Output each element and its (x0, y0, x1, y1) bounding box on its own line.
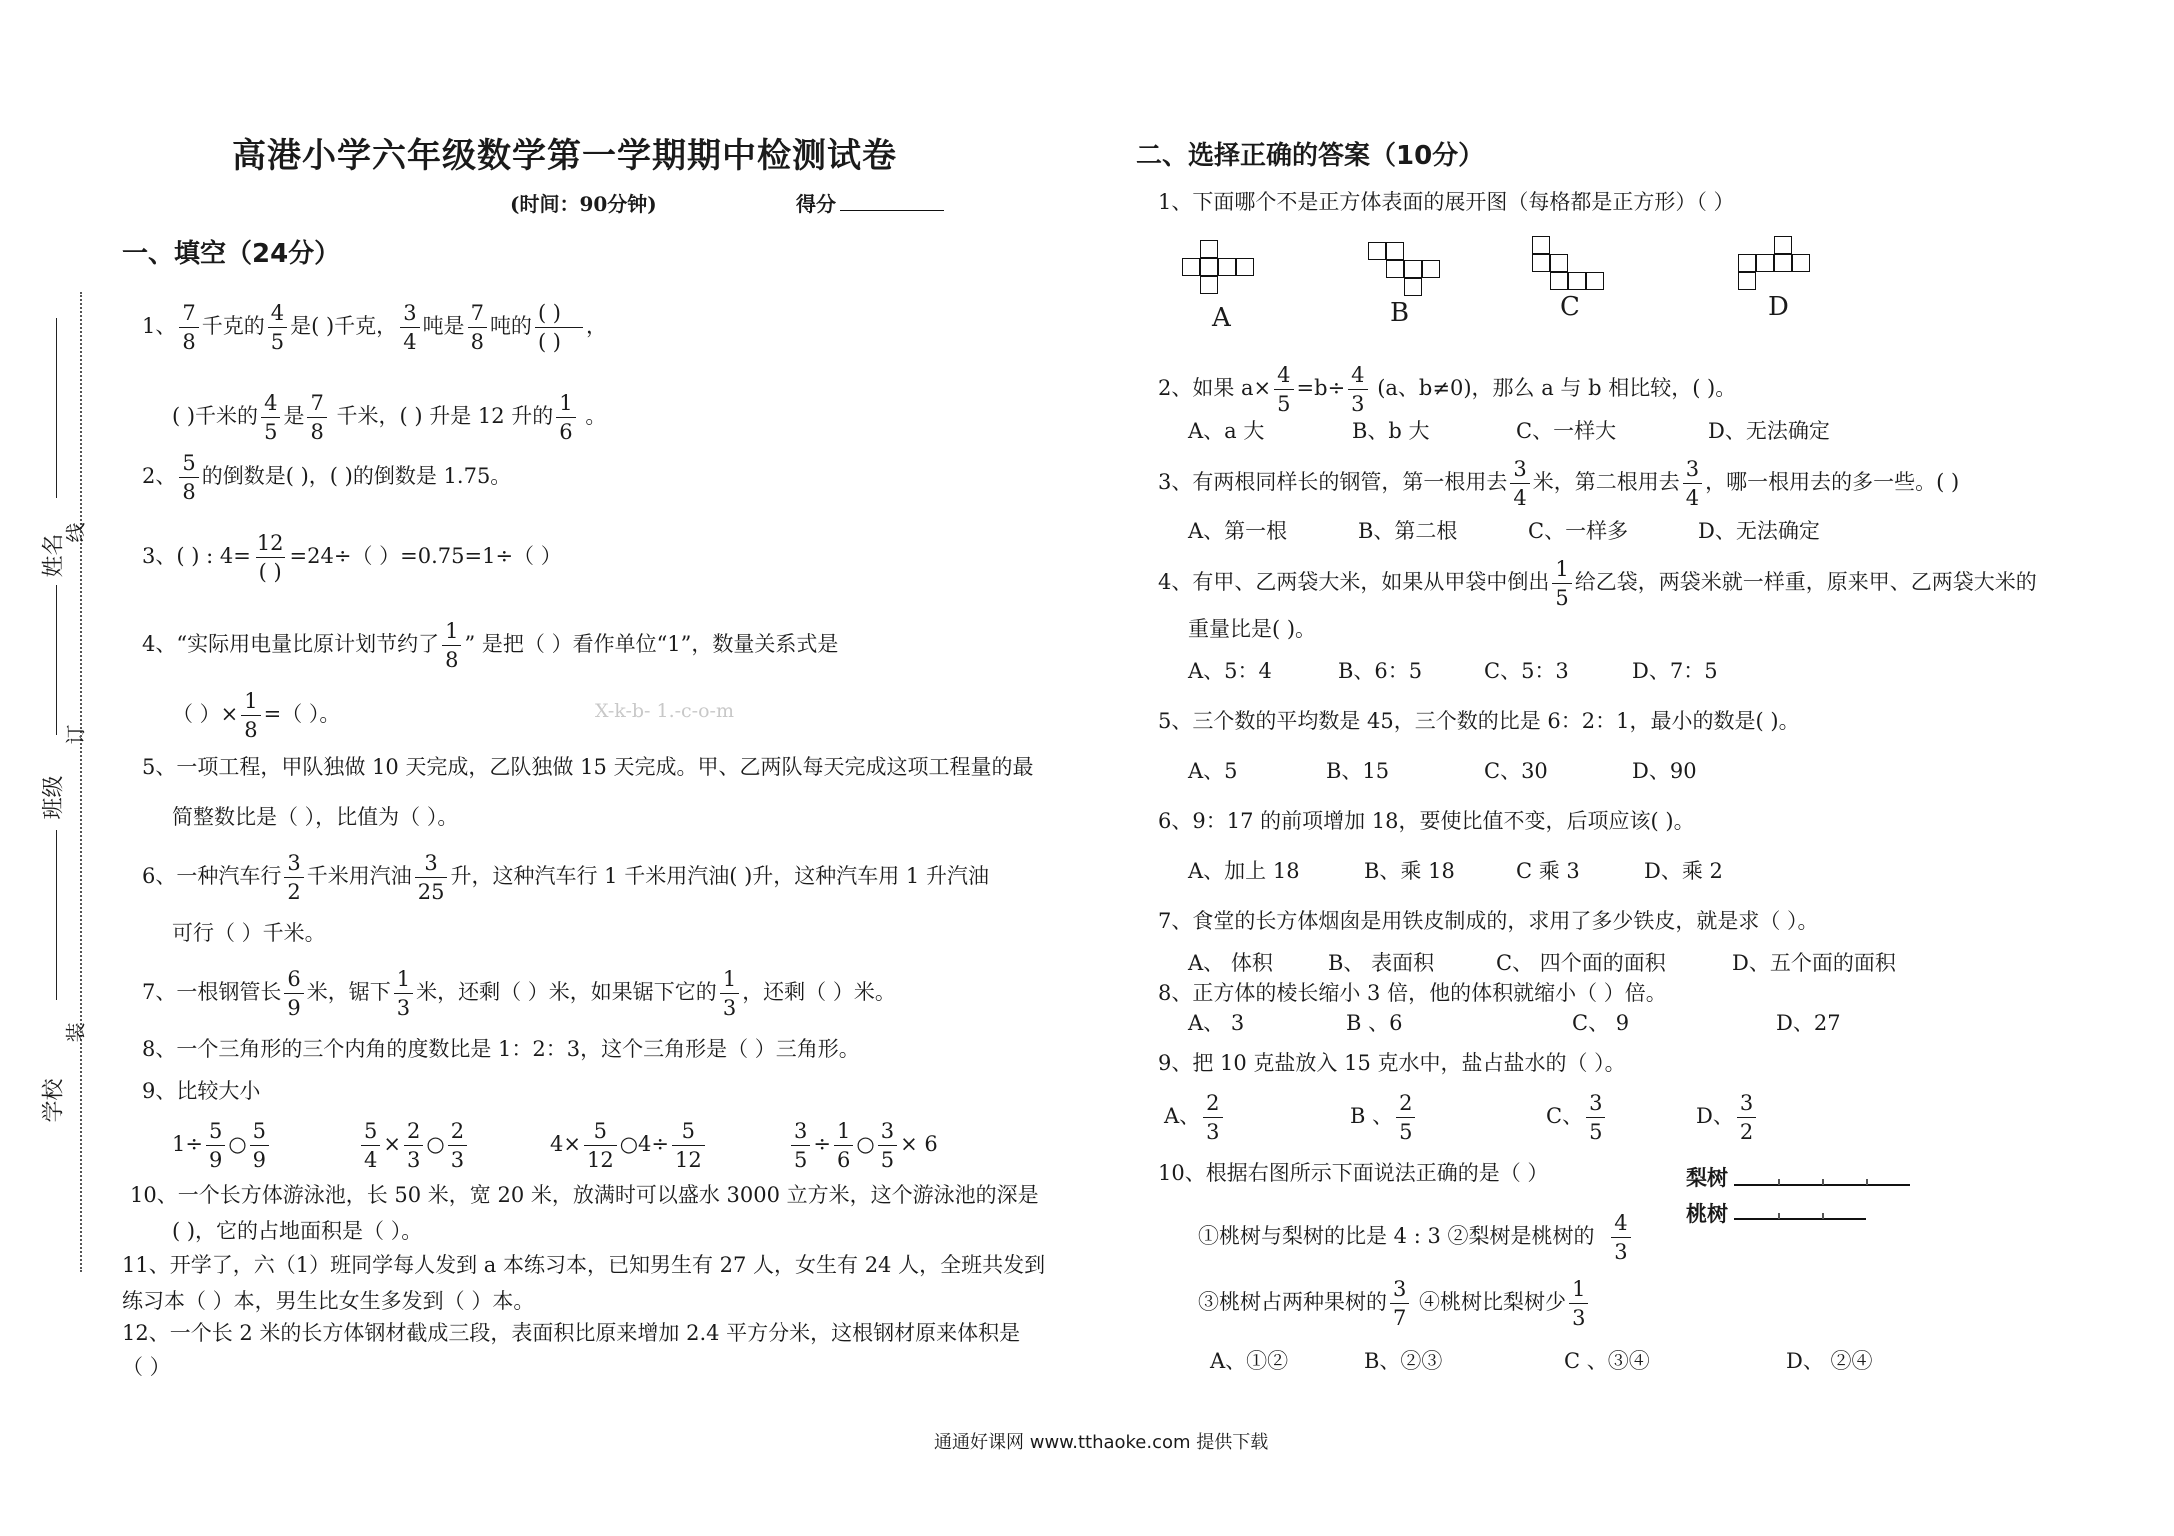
s1-q4-line2: （ ）× $\frac{1}{8}$ =（ ）。 (172, 689, 341, 742)
s2-q7-opt-b: B、 表面积 (1328, 951, 1435, 975)
side-zhuang-char: 装 (63, 1022, 88, 1043)
section1-heading: 一、填空（24分） (122, 239, 341, 269)
s1-q1-line2: ( )千米的 $\frac{4}{5}$ 是 $\frac{7}{8}$ 千米，( ) 升是 12 升的 $\frac{1}{6}$ 。 (172, 391, 607, 444)
s1-q1-line1: 1、 $\frac{7}{8}$ 千克的 $\frac{4}{5}$ 是( )千克， $\frac{3}{4}$ 吨是 $\frac{7}{8}$ 吨的 $\frac{( )}{( )}$ ， (142, 301, 607, 354)
s1-q9-compare-3: 4× $\frac{5}{12}$ ○4÷ $\frac{5}{12}$ (550, 1118, 708, 1173)
pear-tree-label: 梨树 (1686, 1165, 1728, 1190)
cube-net-d-icon (1738, 236, 1810, 292)
s1-q9-compare-2: $\frac{5}{4}$ × $\frac{2}{3}$ ○ $\frac{2}{3}$ (358, 1118, 470, 1173)
s2-q2-opt-a: A、a 大 (1188, 419, 1265, 443)
class-blank (56, 585, 57, 735)
s2-q3-opt-c: C、一样多 (1528, 519, 1629, 543)
s2-q6-opt-c: C 乘 3 (1516, 859, 1580, 883)
net-label-a: A (1212, 303, 1231, 333)
s2-q4-opt-a: A、5：4 (1188, 659, 1272, 683)
s1-q5-line2: 简整数比是（ ），比值为（ ）。 (172, 805, 459, 829)
s1-q10-line1: 10、一个长方体游泳池，长 50 米，宽 20 米，放满时可以盛水 3000 立方米，这个游泳池的深是 (130, 1183, 1039, 1207)
s2-q7: 7、食堂的长方体烟囱是用铁皮制成的，求用了多少铁皮，就是求（ ）。 (1158, 909, 1819, 933)
s1-q12-line2: （ ） (122, 1355, 171, 1379)
s1-q7: 7、一根钢管长 $\frac{6}{9}$ 米，锯下 $\frac{1}{3}$ 米，还剩（ ）米，如果锯下它的 $\frac{1}{3}$ ，还剩（ ）米。 (142, 967, 896, 1020)
time-label: (时间：90分钟) (510, 192, 657, 216)
s2-q4-line2: 重量比是( )。 (1188, 617, 1317, 641)
s1-q4-line1: 4、“实际用电量比原计划节约了 $\frac{1}{8}$ ” 是把（ ）看作单位“1”，数量关系式是 (142, 619, 839, 672)
watermark-text: X-k-b- 1.-c-o-m (595, 700, 734, 722)
peach-tree-label: 桃树 (1686, 1201, 1728, 1226)
s2-q8-opt-b: B 、6 (1346, 1011, 1403, 1035)
cube-net-c-icon (1532, 236, 1604, 292)
s1-q11-line2: 练习本（ ）本，男生比女生多发到（ ）本。 (122, 1289, 535, 1313)
cube-net-a-icon (1182, 240, 1262, 296)
s2-q10-statement-34: ③桃树占两种果树的 $\frac{3}{7}$ ④桃树比梨树少 $\frac{1}{3}$ (1198, 1276, 1591, 1331)
s2-q3-opt-a: A、第一根 (1188, 519, 1288, 543)
s2-q5-opt-c: C、30 (1484, 759, 1548, 783)
side-class-label: 班级 (41, 775, 67, 820)
s2-q3-opt-d: D、无法确定 (1698, 519, 1820, 543)
name-blank (56, 318, 57, 498)
s2-q9-opt-a: A、 $\frac{2}{3}$ (1164, 1090, 1226, 1145)
s2-q7-opt-a: A、 体积 (1188, 951, 1273, 975)
s1-q10-line2: ( )，它的占地面积是（ ）。 (172, 1219, 423, 1243)
s2-q4-opt-c: C、5：3 (1484, 659, 1569, 683)
binding-line (80, 292, 82, 1272)
s2-q10: 10、根据右图所示下面说法正确的是（ ） (1158, 1161, 1549, 1185)
s2-q9-opt-b: B 、 $\frac{2}{5}$ (1350, 1090, 1418, 1145)
s2-q8: 8、正方体的棱长缩小 3 倍，他的体积就缩小（ ）倍。 (1158, 981, 1667, 1005)
s1-q9-compare-4: $\frac{3}{5}$ ÷ $\frac{1}{6}$ ○ $\frac{3}{5}$ × 6 (788, 1118, 938, 1173)
net-label-d: D (1768, 292, 1789, 322)
s2-q4-line1: 4、有甲、乙两袋大米，如果从甲袋中倒出 $\frac{1}{5}$ 给乙袋，两袋米就一样重，原来甲、乙两袋大米的 (1158, 557, 2037, 610)
s2-q10-opt-d: D、 ②④ (1786, 1349, 1873, 1373)
page-title: 高港小学六年级数学第一学期期中检测试卷 (232, 136, 897, 176)
s2-q2-opt-d: D、无法确定 (1708, 419, 1830, 443)
s2-q2-opt-b: B、b 大 (1352, 419, 1430, 443)
page-footer: 通通好课网 www.tthaoke.com 提供下载 (934, 1432, 1269, 1453)
s2-q4-opt-b: B、6：5 (1338, 659, 1423, 683)
s2-q6-opt-b: B、乘 18 (1364, 859, 1455, 883)
s1-q9-compare-1: 1÷ $\frac{5}{9}$ ○ $\frac{5}{9}$ (172, 1118, 272, 1173)
s2-q2: 2、如果 a× $\frac{4}{5}$ =b÷ $\frac{4}{3}$ (a、b≠0)，那么 a 与 b 相比较，( )。 (1158, 363, 1737, 416)
s2-q6: 6、9：17 的前项增加 18，要使比值不变，后项应该( )。 (1158, 809, 1695, 833)
s1-q2: 2、 $\frac{5}{8}$ 的倒数是( )，( )的倒数是 1.75。 (142, 451, 512, 504)
s2-q2-opt-c: C、一样大 (1516, 419, 1617, 443)
s2-q8-opt-d: D、27 (1776, 1011, 1841, 1035)
score-label: 得分 (796, 188, 944, 217)
net-label-b: B (1390, 298, 1410, 328)
s2-q8-opt-c: C、 9 (1572, 1011, 1630, 1035)
s1-q8: 8、一个三角形的三个内角的度数比是 1：2：3，这个三角形是（ ）三角形。 (142, 1037, 860, 1061)
s2-q5-opt-b: B、15 (1326, 759, 1390, 783)
side-school-label: 学校 (41, 1078, 67, 1123)
peach-tree-bar (1734, 1218, 1866, 1220)
s2-q10-opt-c: C 、③④ (1564, 1349, 1650, 1373)
net-label-c: C (1560, 292, 1580, 322)
s2-q3-opt-b: B、第二根 (1358, 519, 1458, 543)
s2-q9-opt-d: D、 $\frac{3}{2}$ (1696, 1090, 1759, 1145)
cube-net-b-icon (1368, 242, 1440, 298)
s2-q3: 3、有两根同样长的钢管，第一根用去 $\frac{3}{4}$ 米，第二根用去 $\frac{3}{4}$ ，哪一根用去的多一些。( ) (1158, 457, 1960, 510)
s2-q5-opt-a: A、5 (1188, 759, 1238, 783)
side-line-char: 线 (63, 522, 88, 543)
s2-q5: 5、三个数的平均数是 45，三个数的比是 6：2：1，最小的数是( )。 (1158, 709, 1800, 733)
s2-q9-opt-c: C、 $\frac{3}{5}$ (1546, 1090, 1608, 1145)
s1-q9: 9、比较大小 (142, 1079, 261, 1103)
s1-q12-line1: 12、一个长 2 米的长方体钢材截成三段，表面积比原来增加 2.4 平方分米，这根钢材原来体积是 (122, 1321, 1021, 1345)
s2-q4-opt-d: D、7：5 (1632, 659, 1718, 683)
s2-q10-opt-b: B、②③ (1364, 1349, 1443, 1373)
s2-q5-opt-d: D、90 (1632, 759, 1697, 783)
side-ding-char: 订 (63, 724, 88, 745)
s1-q6-line2: 可行（ ）千米。 (172, 921, 326, 945)
s2-q8-opt-a: A、 3 (1188, 1011, 1245, 1035)
school-blank (56, 830, 57, 1000)
s2-q6-opt-d: D、乘 2 (1644, 859, 1723, 883)
s2-q7-opt-c: C、 四个面的面积 (1496, 951, 1666, 975)
s1-q5-line1: 5、一项工程，甲队独做 10 天完成，乙队独做 15 天完成。甲、乙两队每天完成这项工程量的最 (142, 755, 1034, 779)
s2-q10-statement-12: ①桃树与梨树的比是 4 : 3 ②梨树是桃树的 $\frac{4}{3}$ (1198, 1210, 1634, 1265)
s1-q3: 3、( ) : 4= $\frac{12}{( )}$ =24÷（ ）=0.75=1÷（ ） (142, 531, 562, 584)
s2-q6-opt-a: A、加上 18 (1188, 859, 1300, 883)
s2-q10-opt-a: A、①② (1210, 1349, 1289, 1373)
section2-heading: 二、选择正确的答案（10分） (1136, 141, 1485, 171)
side-name-label: 姓名 (41, 533, 67, 578)
s1-q6-line1: 6、一种汽车行 $\frac{3}{2}$ 千米用汽油 $\frac{3}{25}$ 升，这种汽车行 1 千米用汽油( )升，这种汽车用 1 升汽油 (142, 851, 989, 904)
s2-q7-opt-d: D、五个面的面积 (1732, 951, 1896, 975)
s2-q9: 9、把 10 克盐放入 15 克水中，盐占盐水的（ ）。 (1158, 1051, 1626, 1075)
s2-q1: 1、下面哪个不是正方体表面的展开图（每格都是正方形）（ ） (1158, 190, 1735, 214)
s1-q11-line1: 11、开学了，六（1）班同学每人发到 a 本练习本，已知男生有 27 人，女生有 24 人，全班共发到 (122, 1253, 1046, 1277)
